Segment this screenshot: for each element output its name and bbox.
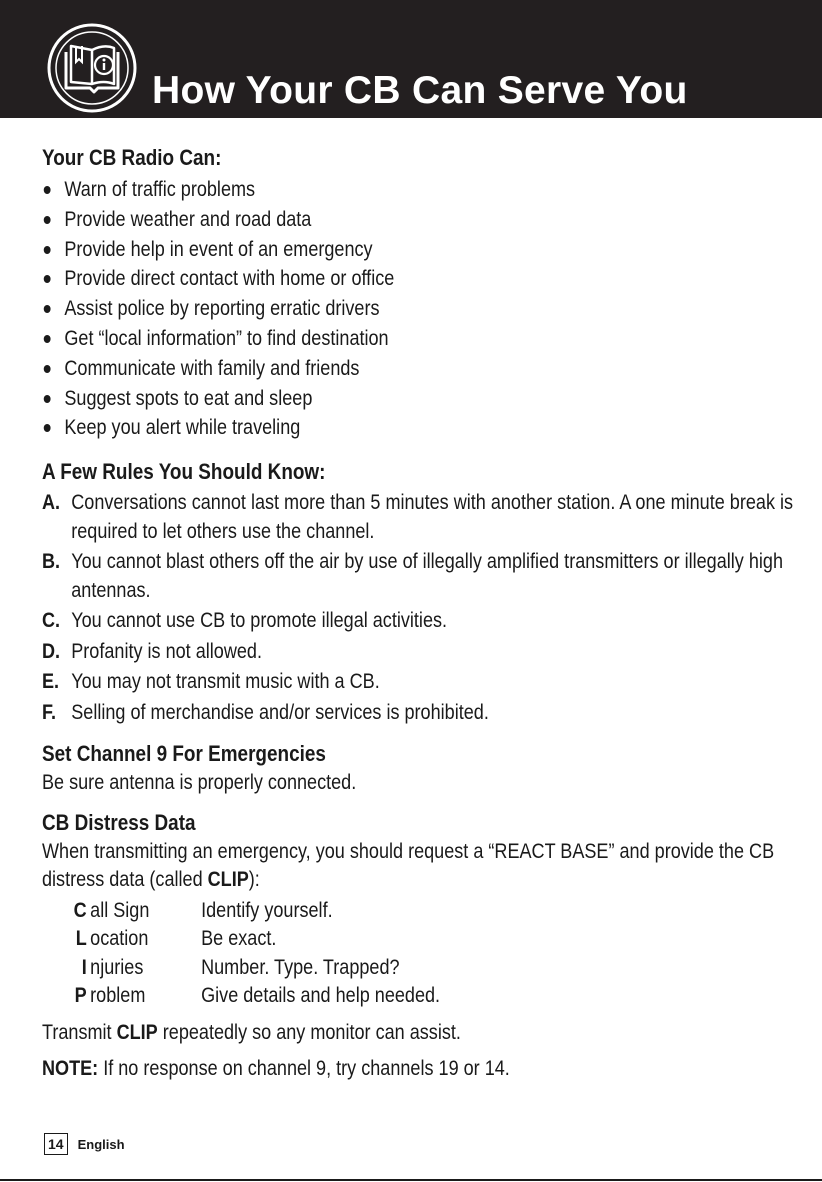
bullet-icon xyxy=(44,275,51,283)
page-title: How Your CB Can Serve You xyxy=(152,69,688,112)
rule-item xyxy=(42,548,802,605)
clip-initial: I xyxy=(81,955,87,979)
section-heading-distress: CB Distress Data xyxy=(42,809,196,835)
note-label: NOTE: xyxy=(42,1057,99,1081)
clip-row: P roblem Give details and help needed. xyxy=(66,982,802,1011)
page-content xyxy=(42,143,802,1084)
list-item: Assist police by reporting erratic drivers xyxy=(42,294,802,324)
rule-text: You may not transmit music with a CB. xyxy=(71,670,380,694)
bullet-icon xyxy=(44,305,51,313)
rule-item xyxy=(42,638,802,667)
section-heading-rules: A Few Rules You Should Know: xyxy=(42,459,326,485)
rule-letter: A. xyxy=(42,491,61,515)
list-item: Provide direct contact with home or office xyxy=(42,264,802,294)
rule-text: Profanity is not allowed. xyxy=(71,639,262,663)
rule-item xyxy=(42,607,802,636)
bullet-icon xyxy=(44,395,51,403)
footer-language: English xyxy=(77,1136,125,1152)
rule-item xyxy=(42,699,802,728)
clip-row: I njuries Number. Type. Trapped? xyxy=(66,954,802,983)
bullet-icon xyxy=(44,424,51,432)
rule-letter: B. xyxy=(42,550,61,574)
transmit-text: Transmit CLIP repeatedly so any monitor can assist. xyxy=(42,1020,461,1044)
section-heading-channel-9: Set Channel 9 For Emergencies xyxy=(42,741,326,767)
bullet-icon xyxy=(44,335,51,343)
channel-9-text: Be sure antenna is properly connected. xyxy=(42,771,357,795)
cb-benefits-list xyxy=(42,175,802,443)
book-info-icon xyxy=(46,22,138,114)
rule-letter: C. xyxy=(42,609,61,633)
rule-letter: D. xyxy=(42,639,61,663)
list-item: Communicate with family and friends xyxy=(42,354,802,384)
bullet-icon xyxy=(44,216,51,224)
rules-list xyxy=(42,489,802,727)
list-item: Warn of traffic problems xyxy=(42,175,802,205)
page-footer xyxy=(44,1133,125,1155)
bottom-divider xyxy=(0,1179,822,1181)
clip-row: C all Sign Identify yourself. xyxy=(66,897,802,926)
bullet-icon xyxy=(44,365,51,373)
list-item: Suggest spots to eat and sleep xyxy=(42,384,802,414)
bullet-icon xyxy=(44,186,51,194)
rule-text: Selling of merchandise and/or services is prohibited. xyxy=(71,700,489,724)
rule-letter: E. xyxy=(42,670,60,694)
clip-row: L ocation Be exact. xyxy=(66,925,802,954)
rule-letter: F. xyxy=(42,700,57,724)
clip-initial: C xyxy=(73,898,87,922)
rule-text: Conversations cannot last more than 5 minutes with another station. A one minute break is required to let others use the channel. xyxy=(71,491,794,543)
clip-description: Give details and help needed. xyxy=(201,984,441,1008)
list-item: Provide help in event of an emergency xyxy=(42,235,802,265)
distress-intro: When transmitting an emergency, you should request a “REACT BASE” and provide the CB distress data (called CLIP): xyxy=(42,839,775,892)
rule-item xyxy=(42,668,802,697)
note-text: NOTE: If no response on channel 9, try channels 19 or 14. xyxy=(42,1057,510,1081)
page-number: 14 xyxy=(44,1133,68,1155)
rule-text: You cannot use CB to promote illegal activities. xyxy=(71,609,448,633)
rule-item xyxy=(42,489,802,546)
bullet-icon xyxy=(44,246,51,254)
list-item: Provide weather and road data xyxy=(42,205,802,235)
clip-table xyxy=(66,897,802,1011)
section-heading-cb-can: Your CB Radio Can: xyxy=(42,145,222,170)
clip-description: Identify yourself. xyxy=(201,898,333,922)
list-item: Keep you alert while traveling xyxy=(42,413,802,443)
page-header xyxy=(0,0,822,118)
clip-description: Number. Type. Trapped? xyxy=(201,955,400,979)
clip-initial: P xyxy=(74,984,87,1008)
rule-text: You cannot blast others off the air by use of illegally amplified transmitters or illegally high antennas. xyxy=(71,550,783,602)
clip-initial: L xyxy=(75,927,87,951)
list-item: Get “local information” to find destination xyxy=(42,324,802,354)
clip-description: Be exact. xyxy=(201,927,277,951)
